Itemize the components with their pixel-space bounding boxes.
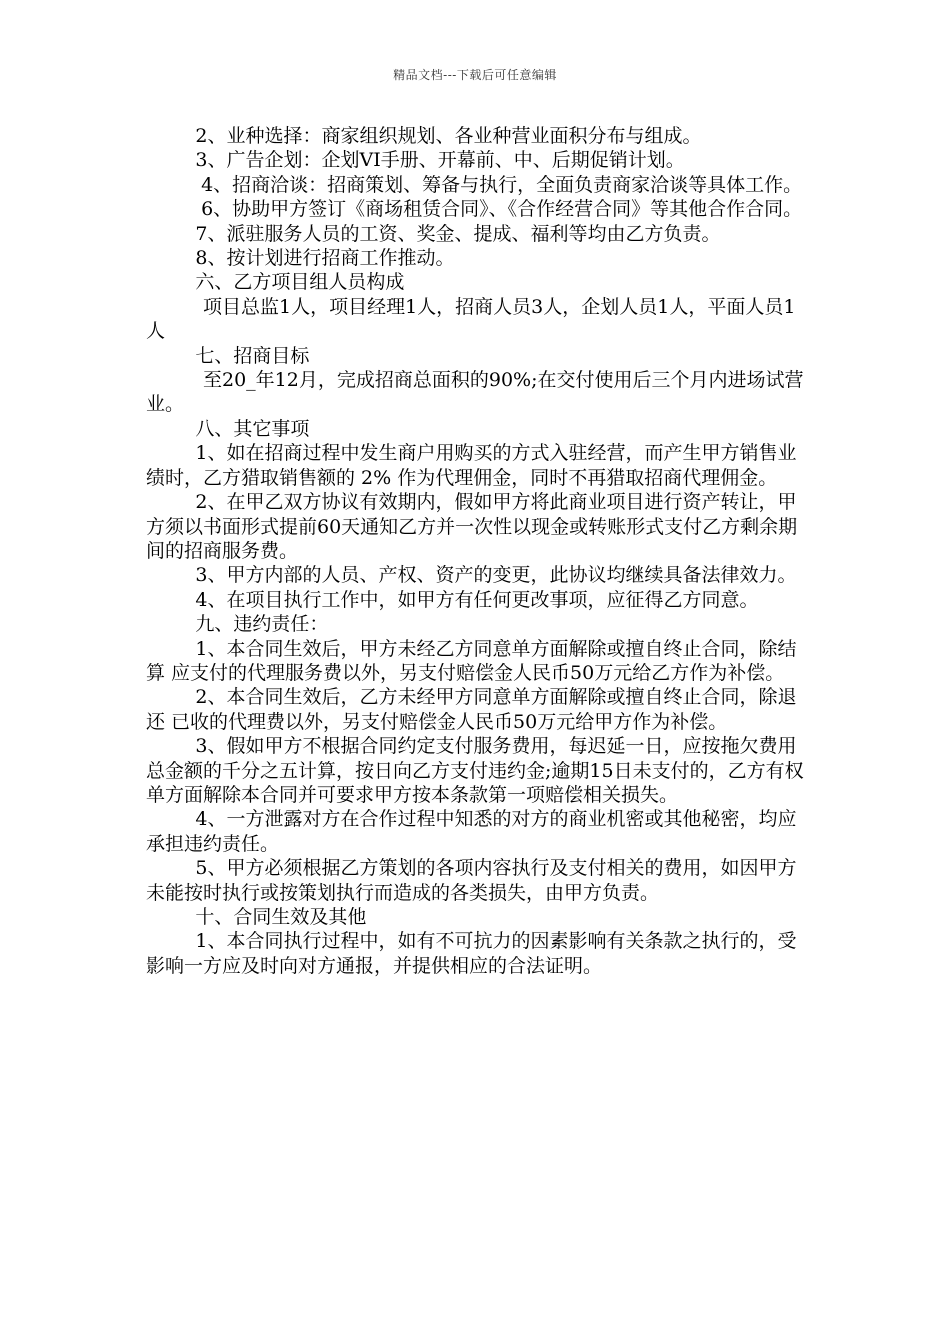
paragraph: 7、派驻服务人员的工资、奖金、提成、福利等均由乙方负责。 bbox=[195, 222, 721, 245]
paragraph: 1、本合同生效后，甲方未经乙方同意单方面解除或擅自终止合同，除结算 应支付的代理服务费以外，另支付赔偿金人民币50万元给乙方作为补偿。 bbox=[146, 637, 797, 684]
paragraph: 1、本合同执行过程中，如有不可抗力的因素影响有关条款之执行的，受影响一方应及时向对方通报，并提供相应的合法证明。 bbox=[146, 930, 797, 977]
paragraph: 至20_年12月，完成招商总面积的90%;在交付使用后三个月内进场试营业。 bbox=[146, 369, 804, 416]
paragraph: 3、广告企划：企划VI手册、开幕前、中、后期促销计划。 bbox=[195, 149, 685, 172]
section-heading: 八、其它事项 bbox=[195, 417, 310, 440]
paragraph: 6、协助甲方签订《商场租赁合同》、《合作经营合同》等其他合作合同。 bbox=[201, 198, 803, 221]
paragraph: 8、按计划进行招商工作推动。 bbox=[195, 247, 455, 270]
paragraph: 4、招商洽谈：招商策划、筹备与执行，全面负责商家洽谈等具体工作。 bbox=[201, 173, 803, 196]
paragraph: 2、业种选择：商家组织规划、各业种营业面积分布与组成。 bbox=[195, 125, 702, 147]
paragraph: 5、甲方必须根据乙方策划的各项内容执行及支付相关的费用，如因甲方未能按时执行或按策划执行而造成的各类损失，由甲方负责。 bbox=[146, 857, 797, 904]
section-heading: 十、合同生效及其他 bbox=[195, 906, 367, 928]
paragraph: 项目总监1人，项目经理1人，招商人员3人，企划人员1人，平面人员1人 bbox=[146, 295, 796, 343]
paragraph: 4、在项目执行工作中，如甲方有任何更改事项，应征得乙方同意。 bbox=[195, 588, 759, 611]
paragraph: 3、假如甲方不根据合同约定支付服务费用，每迟延一日，应按拖欠费用总金额的千分之五计算，按日向乙方支付违约金;逾期15日未支付的，乙方有权单方面解除本合同并可要求甲方按本条款第一项赔偿相关损失。 bbox=[146, 735, 804, 806]
section-heading: 九、违约责任： bbox=[195, 613, 329, 636]
paragraph: 3、甲方内部的人员、产权、资产的变更，此协议均继续具备法律效力。 bbox=[195, 564, 797, 587]
paragraph: 1、如在招商过程中发生商户用购买的方式入驻经营，而产生甲方销售业绩时，乙方猎取销售额的 2% 作为代理佣金，同时不再猎取招商代理佣金。 bbox=[146, 442, 797, 489]
paragraph: 2、在甲乙双方协议有效期内，假如甲方将此商业项目进行资产转让，甲方须以书面形式提前60天通知乙方并一次性以现金或转账形式支付乙方剩余期间的招商服务费。 bbox=[146, 491, 798, 562]
section-heading: 七、招商目标 bbox=[195, 344, 310, 367]
paragraph: 4、一方泄露对方在合作过程中知悉的对方的商业机密或其他秘密，均应承担违约责任。 bbox=[146, 808, 797, 855]
section-heading: 六、乙方项目组人员构成 bbox=[195, 271, 405, 294]
paragraph: 2、本合同生效后，乙方未经甲方同意单方面解除或擅自终止合同，除退还 已收的代理费以外，另支付赔偿金人民币50万元给甲方作为补偿。 bbox=[146, 686, 797, 733]
document-body bbox=[146, 124, 814, 978]
page-header: 精品文档---下载后可任意编辑 bbox=[393, 68, 557, 82]
